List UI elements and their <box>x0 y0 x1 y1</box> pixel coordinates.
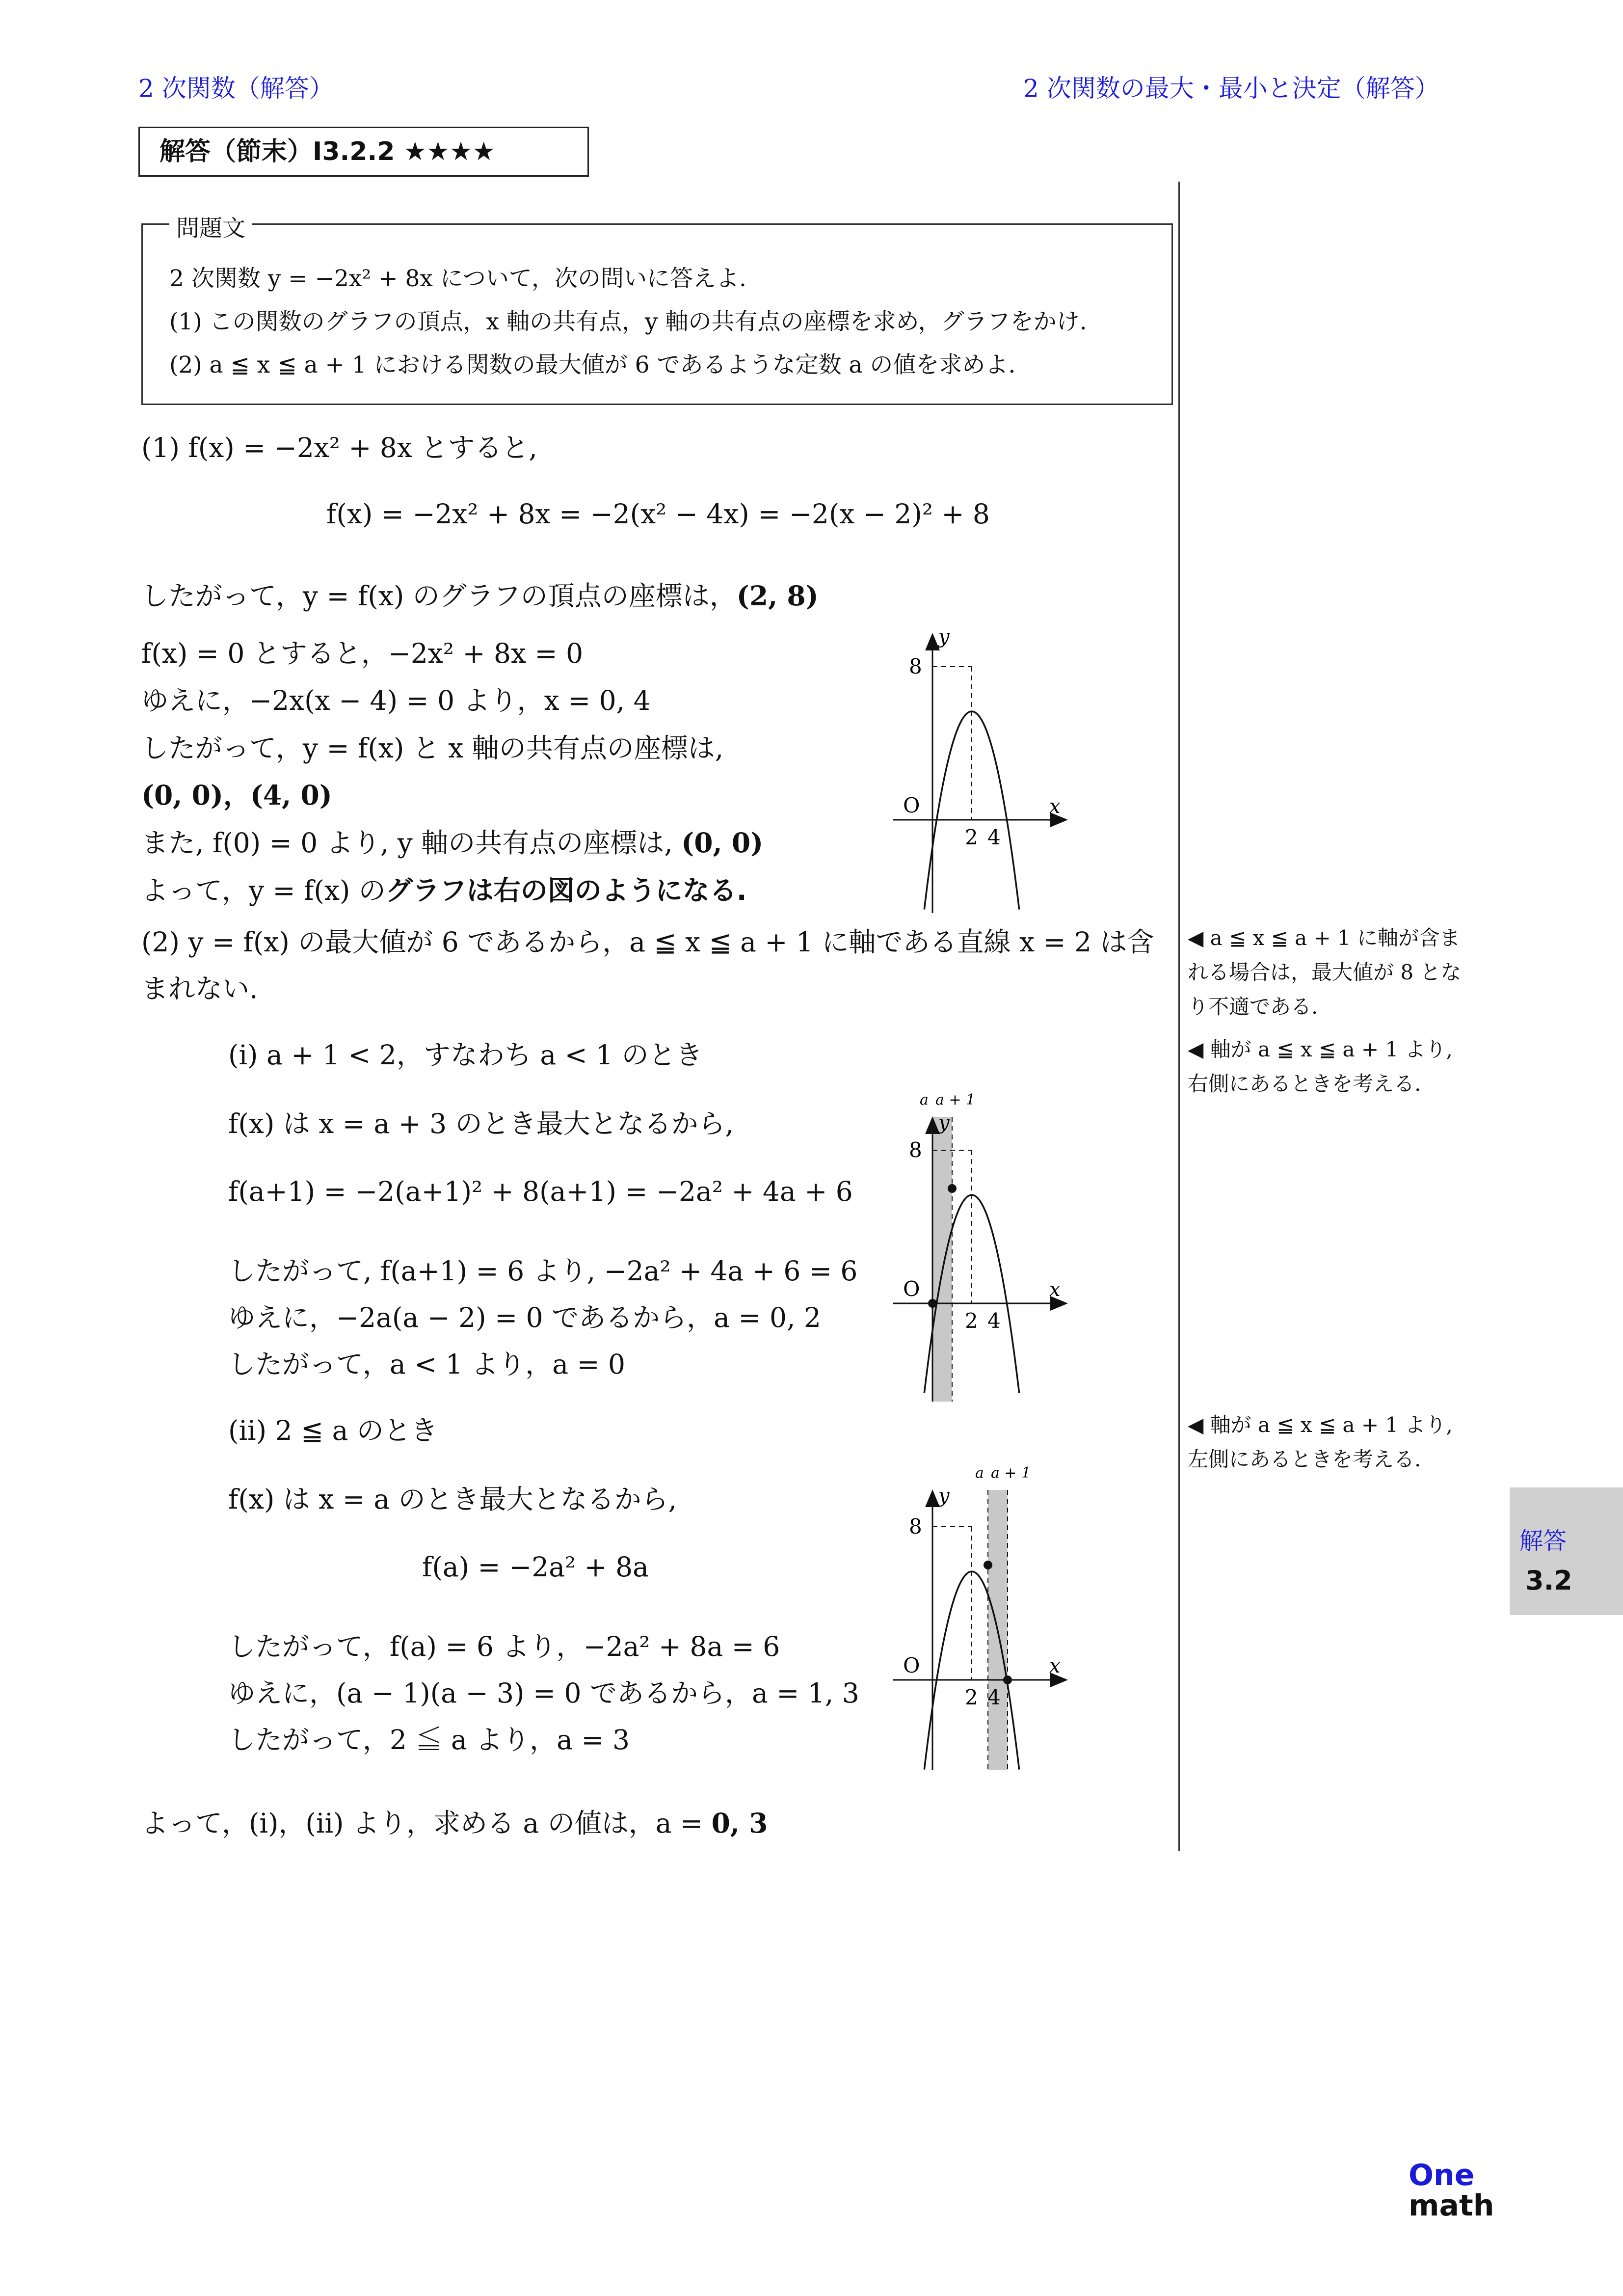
part2-line-1: (2) y = f(x) の最大値が 6 であるから，a ≦ x ≦ a + 1 に軸である直線 x = 2 は含 <box>141 926 1154 958</box>
final-answer-line <box>141 1802 768 1840</box>
interval-band <box>932 1117 952 1402</box>
graph-case2 <box>883 1458 1080 1772</box>
section-tab-number: 3.2 <box>1525 1565 1572 1596</box>
x-label: x <box>1049 1655 1061 1677</box>
part1-line-2: ゆえに，−2x(x − 4) = 0 より，x = 0, 4 <box>141 685 651 716</box>
onemath-logo <box>1409 2160 1494 2221</box>
part1-conclusion-bold: グラフは右の図のようになる. <box>385 875 747 906</box>
sidenote-3-line-1: ◀ 軸が a ≦ x ≦ a + 1 より, <box>1188 1413 1453 1437</box>
sidenote-1-line-2: れる場合は，最大値が 8 とな <box>1188 960 1462 984</box>
section-tab <box>1510 1487 1623 1615</box>
origin-label: O <box>903 1277 920 1301</box>
case2-line-2: f(a) = −2a² + 8a <box>422 1551 649 1583</box>
logo-math: math <box>1409 2188 1494 2223</box>
tick-2-label: 2 <box>965 1309 978 1333</box>
max-value-label: 8 <box>909 654 922 678</box>
max-value-label: 8 <box>909 1138 922 1162</box>
y-label: y <box>938 1485 950 1507</box>
case1-line-5: したがって，a < 1 より，a = 0 <box>228 1349 626 1380</box>
margin-divider <box>1178 182 1180 1851</box>
sidenote-2-line-1: ◀ 軸が a ≦ x ≦ a + 1 より, <box>1188 1037 1453 1061</box>
part1-vertex-text: したがって，y = f(x) のグラフの頂点の座標は， <box>141 580 737 612</box>
sidenote-1-line-3: り不適である. <box>1188 995 1318 1019</box>
band-a-label: a <box>920 1091 929 1108</box>
y-label: y <box>938 625 950 648</box>
case2-line-3: したがって，f(a) = 6 より，−2a² + 8a = 6 <box>228 1631 780 1662</box>
origin-label: O <box>903 793 920 817</box>
x-label: x <box>1049 795 1061 818</box>
x-label: x <box>1049 1278 1061 1301</box>
case1-line-3: したがって, f(a+1) = 6 より, −2a² + 4a + 6 = 6 <box>228 1255 858 1287</box>
header-chapter: 2 次関数（解答） <box>138 74 334 103</box>
final-answer-text: よって，(i)，(ii) より，求める a の値は，a = <box>141 1808 712 1839</box>
tick-4-label: 4 <box>987 825 1001 849</box>
band-a-label: a <box>975 1464 984 1482</box>
answer-title: 解答（節末）I3.2.2 ★★★★ <box>138 127 589 177</box>
problem-line-2: (1) この関数のグラフの頂点，x 軸の共有点，y 軸の共有点の座標を求め，グラフをかけ. <box>169 308 1087 335</box>
part1-vertex-answer: (2, 8) <box>736 580 819 612</box>
part1-line-5 <box>141 821 763 860</box>
band-a1-label: a + 1 <box>935 1091 976 1108</box>
part1-yintercept-text: また, f(0) = 0 より, y 軸の共有点の座標は, <box>141 827 682 859</box>
part1-line-6 <box>141 869 747 908</box>
tick-4-label: 4 <box>987 1309 1001 1333</box>
part1-yintercept-answer: (0, 0) <box>681 827 764 859</box>
final-answer-value: 0, 3 <box>711 1807 768 1839</box>
logo-one: One <box>1409 2158 1475 2192</box>
case2-line-4: ゆえに，(a − 1)(a − 3) = 0 であるから，a = 1, 3 <box>228 1677 859 1709</box>
part1-intercepts-answer: (0, 0)，(4, 0) <box>141 779 332 811</box>
part1-conclusion-text: よって，y = f(x) の <box>141 875 386 906</box>
part1-line-1: f(x) = 0 とすると，−2x² + 8x = 0 <box>141 638 584 669</box>
part1-vertex-line <box>141 574 819 613</box>
part2-line-2: まれない. <box>141 973 258 1004</box>
tick-4-label: 4 <box>987 1685 1001 1709</box>
tick-2-label: 2 <box>965 825 978 849</box>
y-label: y <box>938 1111 950 1134</box>
case1-line-2: f(a+1) = −2(a+1)² + 8(a+1) = −2a² + 4a + 6 <box>228 1176 853 1207</box>
header-section: 2 次関数の最大・最小と決定（解答） <box>1023 74 1439 103</box>
case1-heading: (i) a + 1 < 2，すなわち a < 1 のとき <box>228 1039 703 1071</box>
sidenote-3-line-2: 左側にあるときを考える. <box>1188 1447 1421 1471</box>
graph-parabola <box>883 623 1080 918</box>
section-tab-label: 解答 <box>1519 1527 1567 1555</box>
sidenote-2-line-2: 右側にあるときを考える. <box>1188 1072 1421 1096</box>
case2-line-1: f(x) は x = a のとき最大となるから, <box>228 1484 677 1515</box>
case2-line-5: したがって，2 ≦ a より，a = 3 <box>228 1724 630 1756</box>
sidenote-1-line-1: ◀ a ≦ x ≦ a + 1 に軸が含ま <box>1188 926 1461 950</box>
point-a <box>928 1299 937 1308</box>
part1-intro: (1) f(x) = −2x² + 8x とすると, <box>141 432 537 463</box>
point-a-plus-1 <box>948 1184 957 1193</box>
point-a-plus-1 <box>1003 1675 1012 1684</box>
problem-line-1: 2 次関数 y = −2x² + 8x について，次の問いに答えよ. <box>169 265 746 292</box>
case2-heading: (ii) 2 ≦ a のとき <box>228 1415 438 1446</box>
part1-line-3: したがって，y = f(x) と x 軸の共有点の座標は, <box>141 732 724 764</box>
case1-line-4: ゆえに，−2a(a − 2) = 0 であるから，a = 0, 2 <box>228 1302 821 1333</box>
part1-equation: f(x) = −2x² + 8x = −2(x² − 4x) = −2(x − 2)² + 8 <box>326 498 990 530</box>
band-a1-label: a + 1 <box>991 1464 1031 1482</box>
max-value-label: 8 <box>909 1514 922 1539</box>
problem-line-3: (2) a ≦ x ≦ a + 1 における関数の最大値が 6 であるような定数 a の値を求めよ. <box>169 351 1016 378</box>
origin-label: O <box>903 1653 920 1677</box>
graph-case1 <box>883 1090 1080 1404</box>
tick-2-label: 2 <box>965 1685 978 1709</box>
point-a <box>984 1561 992 1569</box>
problem-label: 問題文 <box>169 210 252 243</box>
case1-line-1: f(x) は x = a + 3 のとき最大となるから, <box>228 1108 734 1139</box>
